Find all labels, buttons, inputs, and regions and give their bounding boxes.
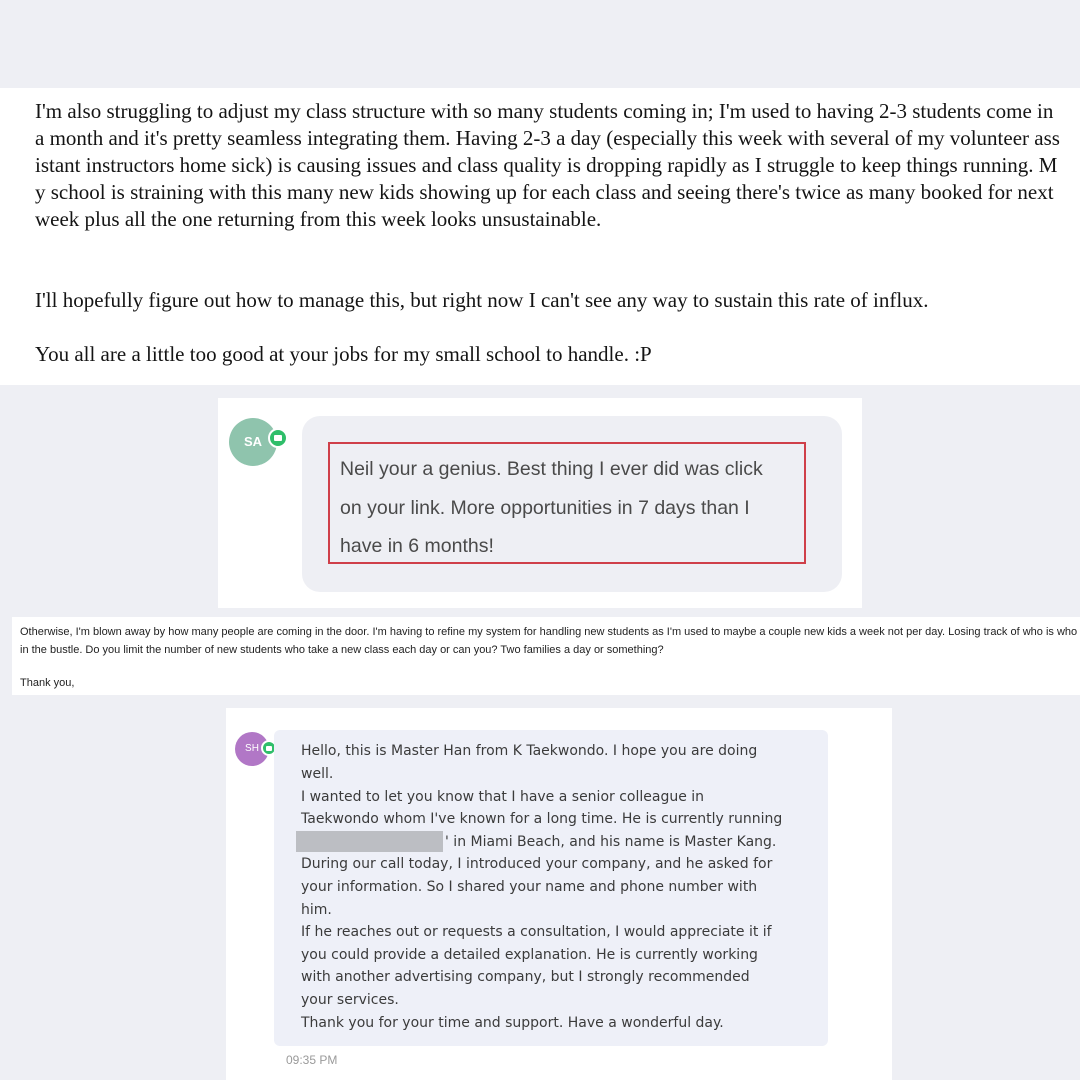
message-line: ' in Miami Beach, and his name is Master Kang.	[445, 834, 777, 850]
highlighted-message: Neil your a genius. Best thing I ever did was click on your link. More opportunities in 7 days than I have in 6 months!	[328, 442, 806, 564]
message-line: you could provide a detailed explanation. He is currently working	[301, 947, 758, 963]
email-paragraph-2: I'll hopefully figure out how to manage this, but right now I can't see any way to sustain this rate of influx.	[35, 288, 929, 312]
message-line: I wanted to let you know that I have a senior colleague in	[301, 789, 705, 805]
email-signoff: Thank you,	[20, 677, 75, 689]
message-line: During our call today, I introduced your company, and he asked for	[301, 856, 773, 872]
message-line: If he reaches out or requests a consultation, I would appreciate it if	[301, 924, 772, 940]
email-body: Otherwise, I'm blown away by how many people are coming in the door. I'm having to refine my system for handling new students as I'm used to maybe a couple new kids a week not per day. Losing track of who is who in the bustle. Do you limit the number of new students who take a new class each day or can you? Two families a day or something?	[20, 626, 1078, 656]
message-line: your information. So I shared your name and phone number with	[301, 879, 758, 895]
chat-icon	[268, 428, 288, 448]
email-excerpt-top	[0, 88, 1080, 385]
message-line: Hello, this is Master Han from K Taekwondo. I hope you are doing	[301, 743, 758, 759]
message-line: your services.	[301, 992, 399, 1008]
message-line: well.	[301, 766, 334, 782]
message-line: Thank you for your time and support. Have a wonderful day.	[301, 1015, 724, 1031]
email-paragraph-1: I'm also struggling to adjust my class structure with so many students coming in; I'm used to having 2-3 students come in a month and it's pretty seamless integrating them. Having 2-3 a day (especially this week with several of my volunteer assistant instructors home sick) is causing issues and class quality is dropping rapidly as I struggle to keep things running. My school is straining with this many new kids showing up for each class and seeing there's twice as many booked for next week plus all the one returning from this week looks unsustainable.	[35, 99, 1060, 231]
message-line: with another advertising company, but I strongly recommended	[301, 969, 750, 985]
message-line: Taekwondo whom I've known for a long time. He is currently running	[301, 811, 783, 827]
sa-chat-card	[218, 398, 862, 608]
message-bubble	[274, 730, 828, 1046]
sh-chat-card	[226, 708, 892, 1080]
redaction-bar	[296, 831, 443, 852]
message-bubble	[302, 416, 842, 592]
avatar-initials: SH	[245, 743, 259, 754]
email-paragraph-3: You all are a little too good at your jobs for my small school to handle. :P	[35, 342, 652, 366]
avatar-initials: SA	[243, 434, 263, 449]
email-excerpt-middle	[12, 617, 1080, 695]
message-timestamp: 09:35 PM	[286, 1053, 338, 1067]
message-line: him.	[301, 902, 332, 918]
